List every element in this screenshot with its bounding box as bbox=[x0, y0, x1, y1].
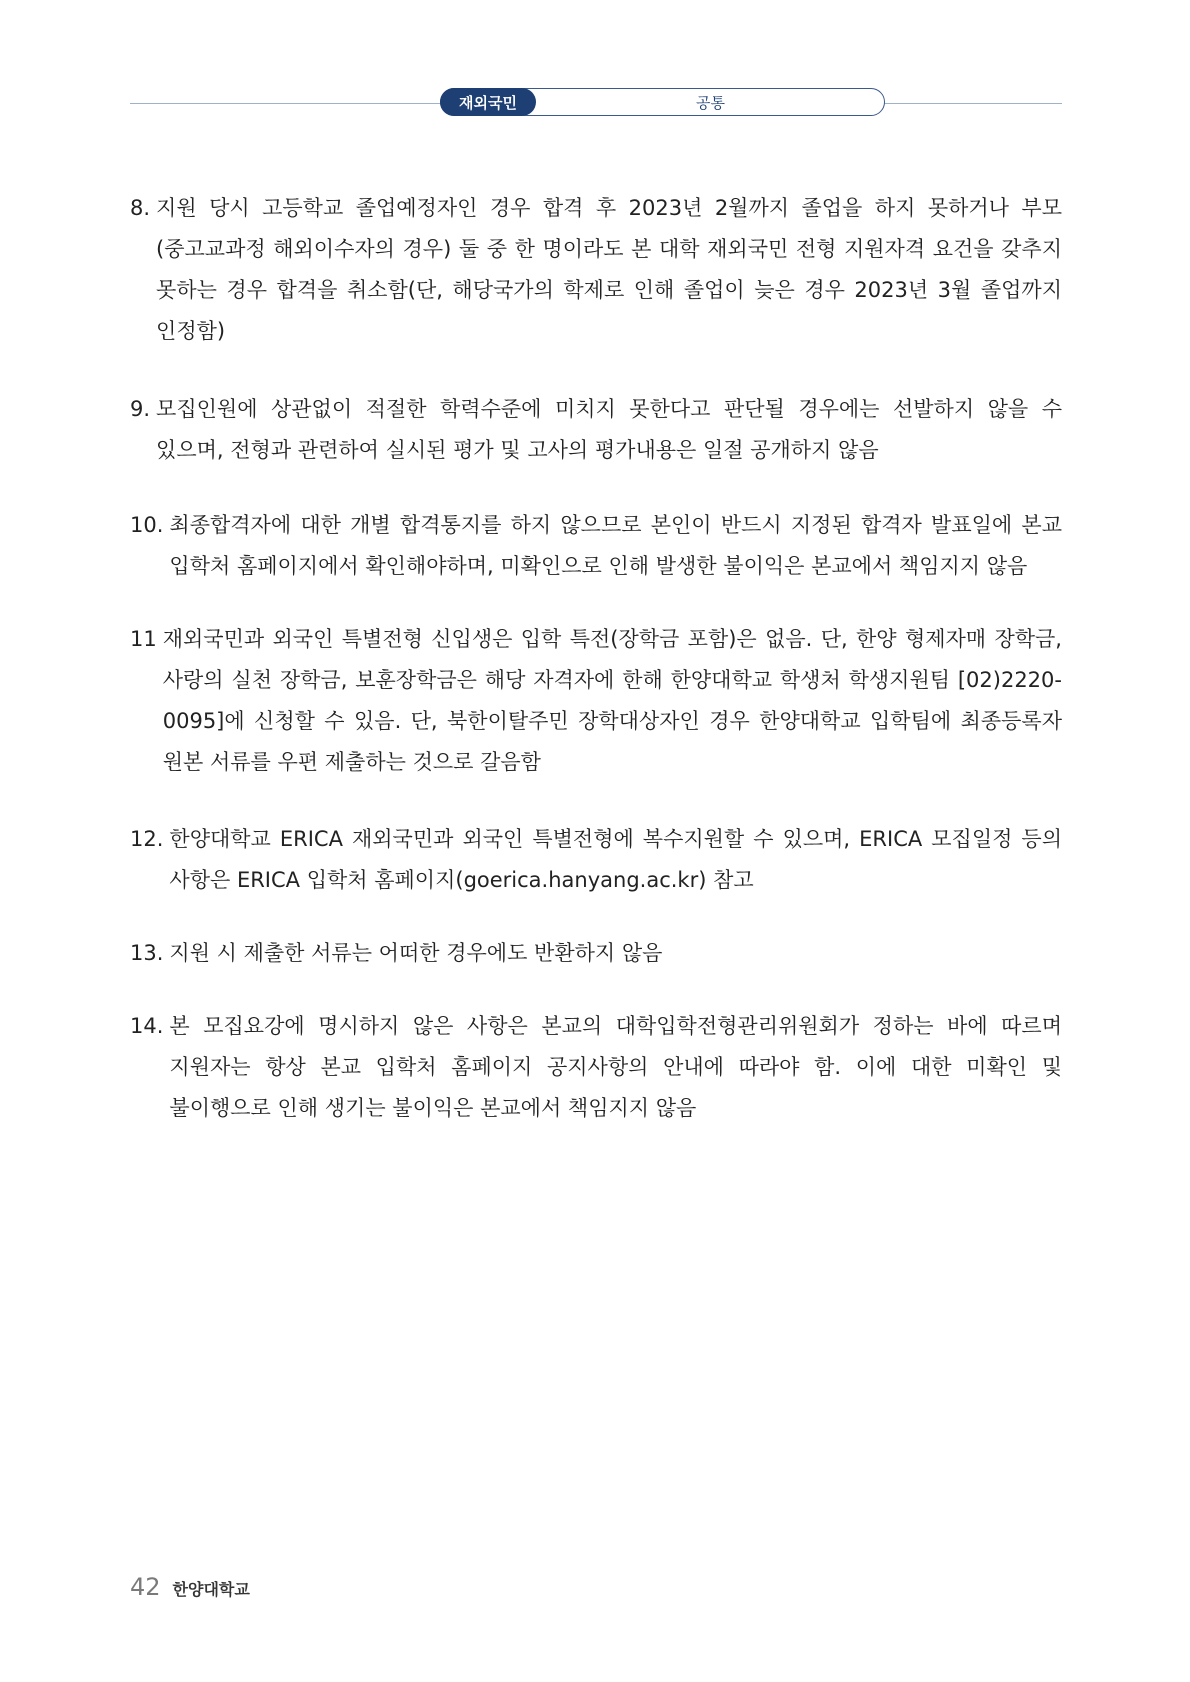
item-text: 지원 당시 고등학교 졸업예정자인 경우 합격 후 2023년 2월까지 졸업을 하지 못하거나 부모(중고교과정 해외이수자의 경우) 둘 중 한 명이라도 본 대학 재외국민 전형 지원자격 요건을 갖추지 못하는 경우 합격을 취소함(단, 해당국가의 학제로 인해 졸업이 늦은 경우 2023년 3월 졸업까지 인정함) bbox=[156, 196, 1062, 343]
tab-common[interactable]: 공통 bbox=[696, 93, 725, 112]
list-item-13 bbox=[130, 933, 1062, 974]
item-text: 본 모집요강에 명시하지 않은 사항은 본교의 대학입학전형관리위원회가 정하는 바에 따르며 지원자는 항상 본교 입학처 홈페이지 공지사항의 안내에 따라야 함. 이에 대한 미확인 및 불이행으로 인해 생기는 불이익은 본교에서 책임지지 않음 bbox=[169, 1014, 1062, 1120]
page-number: 42 bbox=[130, 1573, 161, 1601]
item-text: 모집인원에 상관없이 적절한 학력수준에 미치지 못한다고 판단될 경우에는 선발하지 않을 수 있으며, 전형과 관련하여 실시된 평가 및 고사의 평가내용은 일절 공개하지 않음 bbox=[156, 397, 1062, 462]
item-text: 최종합격자에 대한 개별 합격통지를 하지 않으므로 본인이 반드시 지정된 합격자 발표일에 본교 입학처 홈페이지에서 확인해야하며, 미확인으로 인해 발생한 불이익은 본교에서 책임지지 않음 bbox=[169, 513, 1062, 578]
list-item-10 bbox=[130, 505, 1062, 587]
notice-list bbox=[130, 188, 1062, 1129]
item-number: 10. bbox=[130, 513, 164, 537]
section-tabs bbox=[440, 88, 885, 116]
item-number: 9. bbox=[130, 397, 151, 421]
item-number: 12. bbox=[130, 827, 164, 851]
list-item-11 bbox=[130, 619, 1062, 783]
university-name: 한양대학교 bbox=[172, 1580, 250, 1599]
list-item-12 bbox=[130, 819, 1062, 901]
item-number: 8. bbox=[130, 196, 151, 220]
list-item-14 bbox=[130, 1006, 1062, 1129]
item-number: 11 bbox=[130, 627, 157, 651]
list-item-8 bbox=[130, 188, 1062, 352]
list-item-9 bbox=[130, 389, 1062, 471]
page-footer bbox=[130, 1573, 250, 1601]
tab-overseas-korean[interactable]: 재외국민 bbox=[440, 88, 536, 116]
item-text: 지원 시 제출한 서류는 어떠한 경우에도 반환하지 않음 bbox=[169, 941, 663, 965]
page-header bbox=[130, 84, 1062, 116]
item-text: 한양대학교 ERICA 재외국민과 외국인 특별전형에 복수지원할 수 있으며, ERICA 모집일정 등의 사항은 ERICA 입학처 홈페이지(goerica.hanyang.ac.kr) 참고 bbox=[169, 827, 1062, 892]
item-number: 13. bbox=[130, 941, 164, 965]
item-text: 재외국민과 외국인 특별전형 신입생은 입학 특전(장학금 포함)은 없음. 단, 한양 형제자매 장학금, 사랑의 실천 장학금, 보훈장학금은 해당 자격자에 한해 한양대학교 학생처 학생지원팀 [02)2220-0095]에 신청할 수 있음. 단, 북한이탈주민 장학대상자인 경우 한양대학교 입학팀에 최종등록자 원본 서류를 우편 제출하는 것으로 갈음함 bbox=[162, 627, 1062, 774]
item-number: 14. bbox=[130, 1014, 164, 1038]
